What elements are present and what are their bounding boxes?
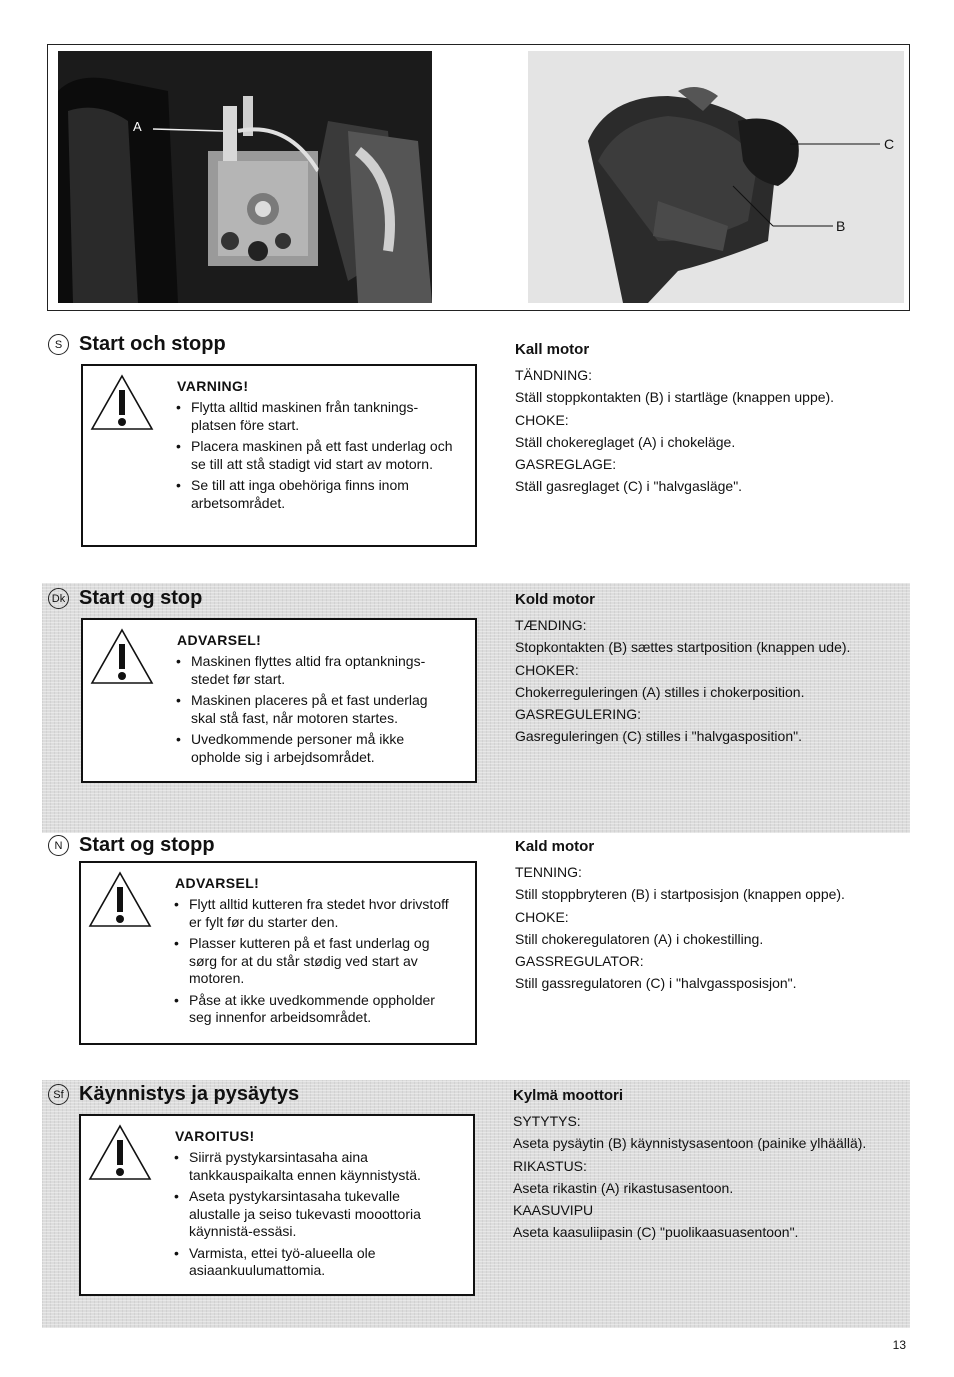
warning-box: [79, 1114, 475, 1296]
instruction-line: TÆNDING:: [515, 617, 587, 633]
instruction-line: Still gassregulatoren (C) i "halvgassposisjon".: [515, 975, 797, 992]
warning-heading: ADVARSEL!: [175, 875, 260, 891]
warning-box: [79, 861, 477, 1045]
warning-triangle-icon: [89, 372, 155, 432]
warning-box: [81, 364, 477, 547]
instructions-column: [515, 591, 910, 748]
instruction-line: RIKASTUS:: [513, 1157, 587, 1174]
instruction-line: TÄNDNING:: [515, 367, 592, 383]
instruction-line: CHOKER:: [515, 661, 579, 678]
instruction-line: GASSREGULATOR:: [515, 953, 644, 970]
callout-b-label: B: [836, 218, 846, 234]
section-title: [48, 587, 202, 610]
callout-lines: [528, 51, 904, 303]
warning-item: • Flytta alltid maskinen från tanknings-platsen före start.: [175, 399, 453, 434]
instructions-column: [515, 838, 910, 995]
warning-item: • Varmista, ettei työ-alueella ole asiaankuulumattomia.: [173, 1245, 451, 1280]
instruction-line: TENNING:: [515, 864, 582, 880]
instructions-title: Kall motor: [515, 341, 590, 358]
warning-item: • Aseta pystykarsintasaha tukevalle alustalle ja seiso tukevasti mooottoria käynnistä-essäsi.: [173, 1188, 451, 1241]
section-title: [48, 834, 215, 857]
figure-frame: [47, 44, 910, 311]
warning-item: • Se till att inga obehöriga finns inom arbetsområdet.: [175, 477, 453, 512]
warning-item: • Uvedkommende personer må ikke opholde sig i arbejdsområdet.: [175, 731, 453, 766]
section-title: [48, 1083, 299, 1106]
instruction-line: GASREGULERING:: [515, 706, 642, 723]
warning-box: [81, 618, 477, 783]
section-norwegian: [0, 834, 954, 1054]
section-title: [48, 333, 226, 356]
warning-item: • Flytt alltid kutteren fra stedet hvor drivstoff er fylt før du starter den.: [173, 896, 453, 931]
section-title-text: Start og stop: [79, 587, 203, 609]
warning-item: • Siirrä pystykarsintasaha aina tankkauspaikalta ennen käynnistystä.: [173, 1149, 451, 1184]
warning-item: • Maskinen flyttes altid fra optanknings-stedet før start.: [175, 653, 453, 688]
page-number: 13: [892, 1338, 906, 1352]
warning-list: [173, 1149, 451, 1284]
warning-item: • Plasser kutteren på et fast underlag og sørg for at du står stødig ved start av motoren.: [173, 935, 453, 988]
warning-heading: VAROITUS!: [175, 1128, 255, 1144]
instructions-title: Kylmä moottori: [513, 1087, 624, 1104]
section-title-text: Käynnistys ja pysäytys: [79, 1083, 300, 1105]
language-badge: N: [48, 835, 69, 856]
warning-list: [173, 896, 453, 1031]
section-danish: [0, 587, 954, 827]
warning-item: • Maskinen placeres på et fast underlag skal stå fast, når motoren startes.: [175, 692, 453, 727]
instruction-line: Ställ chokereglaget (A) i chokeläge.: [515, 433, 736, 450]
instruction-line: Ställ stoppkontakten (B) i startläge (knappen uppe).: [515, 389, 835, 406]
instruction-line: Aseta pysäytin (B) käynnistysasentoon (painike ylhäällä).: [513, 1135, 867, 1152]
callout-c-label: C: [884, 136, 895, 152]
warning-list: [175, 399, 453, 516]
instruction-line: CHOKE:: [515, 908, 569, 925]
warning-list: [175, 653, 453, 770]
instructions-title: Kold motor: [515, 591, 595, 608]
warning-heading: ADVARSEL!: [177, 632, 262, 648]
callout-a-label: A: [133, 119, 142, 134]
section-title-text: Start og stopp: [79, 834, 215, 856]
handle-photo: [528, 51, 904, 303]
warning-triangle-icon: [89, 626, 155, 686]
warning-item: • Placera maskinen på ett fast underlag och se till att stå stadigt vid start av motorn.: [175, 438, 453, 473]
carburetor-illustration: [58, 51, 432, 303]
instruction-line: Ställ gasreglaget (C) i "halvgasläge".: [515, 478, 743, 495]
instruction-line: SYTYTYS:: [513, 1113, 581, 1129]
instruction-line: Gasreguleringen (C) stilles i "halvgasposition".: [515, 728, 802, 745]
instructions-column: [513, 1087, 908, 1244]
language-badge: Sf: [48, 1084, 69, 1105]
section-swedish: [0, 333, 954, 563]
language-badge: S: [48, 334, 69, 355]
instruction-line: Aseta rikastin (A) rikastusasentoon.: [513, 1179, 734, 1196]
warning-triangle-icon: [87, 1122, 153, 1182]
carburetor-photo: [58, 51, 432, 303]
instruction-line: Aseta kaasuliipasin (C) "puolikaasuasentoon".: [513, 1224, 799, 1241]
section-title-text: Start och stopp: [79, 333, 226, 355]
instructions-title: Kald motor: [515, 838, 595, 855]
instructions-column: [515, 341, 910, 498]
instruction-line: Chokerreguleringen (A) stilles i chokerposition.: [515, 683, 805, 700]
instruction-line: CHOKE:: [515, 411, 569, 428]
instruction-line: GASREGLAGE:: [515, 456, 617, 473]
warning-triangle-icon: [87, 869, 153, 929]
warning-item: • Påse at ikke uvedkommende oppholder seg innenfor arbeidsområdet.: [173, 992, 453, 1027]
warning-heading: VARNING!: [177, 378, 249, 394]
instruction-line: Still stoppbryteren (B) i startposisjon (knappen oppe).: [515, 886, 845, 903]
instruction-line: KAASUVIPU: [513, 1202, 594, 1219]
language-badge: Dk: [48, 588, 69, 609]
instruction-line: Stopkontakten (B) sættes startposition (knappen ude).: [515, 639, 851, 656]
instruction-line: Still chokeregulatoren (A) i chokestilling.: [515, 930, 764, 947]
section-finnish: [0, 1083, 954, 1323]
